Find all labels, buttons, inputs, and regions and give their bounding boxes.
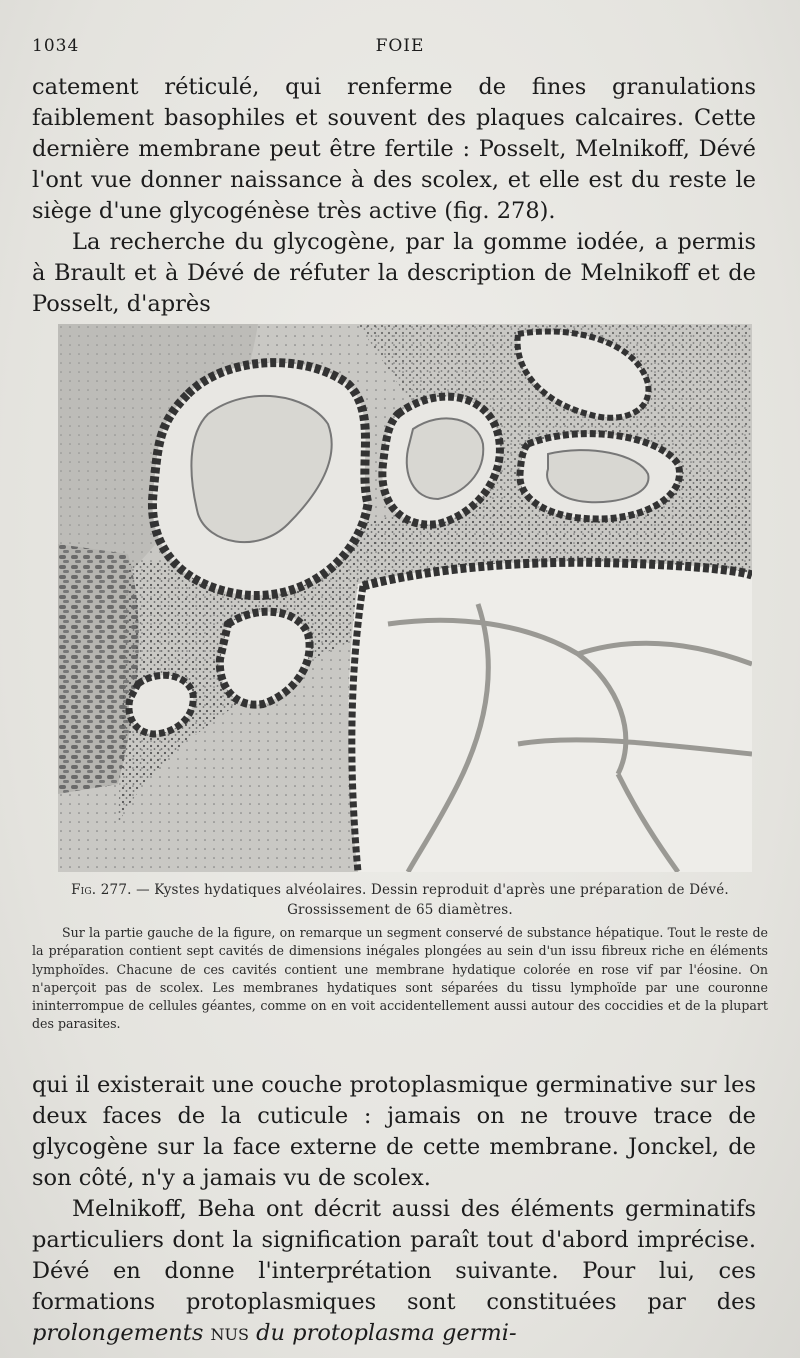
- paragraph: [32, 1194, 756, 1349]
- caption-title-text: — Kystes hydatiques alvéolaires. Dessin reproduit d'après une préparation de Dévé. Grossissement de 65 diamètres.: [131, 882, 729, 918]
- body-text-bottom: [32, 1070, 756, 1349]
- paragraph-text: Melnikoff, Beha ont décrit aussi des éléments germinatifs particuliers dont la signification paraît tout d'abord imprécise. Dévé en donne l'interprétation suivante. Pour lui, ces formations protoplasmiques sont constituées par des: [32, 1196, 756, 1315]
- figure-label: Fig. 277.: [71, 882, 132, 898]
- running-title: FOIE: [375, 36, 425, 56]
- paragraph: La recherche du glycogène, par la gomme iodée, a permis à Brault et à Dévé de réfuter la description de Melnikoff et de Posselt, d'après: [32, 229, 756, 317]
- histology-drawing: [58, 324, 752, 872]
- paragraph: qui il existerait une couche protoplasmique germinative sur les deux faces de la cuticule : jamais on ne trouve trace de glycogène sur la face externe de cette membrane. Jonckel, de son côté, n'y a jamais vu de scolex.: [32, 1072, 756, 1191]
- small-caps-text: nus: [203, 1320, 257, 1346]
- body-text-top: [32, 72, 756, 320]
- italic-text: du protoplasma germi-: [256, 1320, 517, 1346]
- caption-note: Sur la partie gauche de la figure, on remarque un segment conservé de substance hépatique. Tout le reste de la préparation contient sept cavités de dimensions inégales plongées au sein d'un issu fibreux riche en éléments lymphoïdes. Chacune de ces cavités contient une membrane hydatique colorée en rose vif par l'éosine. On n'aperçoit pas de scolex. Les membranes hydatiques sont séparées du tissu lymphoïde par une couronne ininterrompue de cellules géantes, comme on en voit accidentellement aussi autour des coccidies et de la plupart des parasites.: [32, 925, 768, 1032]
- figure-illustration: [58, 324, 752, 872]
- running-head: [32, 36, 768, 60]
- page-number: 1034: [32, 36, 80, 56]
- paragraph: catement réticulé, qui renferme de fines granulations faiblement basophiles et souvent des plaques calcaires. Cette dernière membrane peut être fertile : Posselt, Melnikoff, Dévé l'ont vue donner naissance à des scolex, et elle est du reste le siège d'une glycogénèse très active (fig. 278).: [32, 74, 756, 224]
- italic-text: prolongements: [32, 1320, 204, 1346]
- figure-caption: [32, 880, 768, 1034]
- caption-title: [32, 880, 768, 920]
